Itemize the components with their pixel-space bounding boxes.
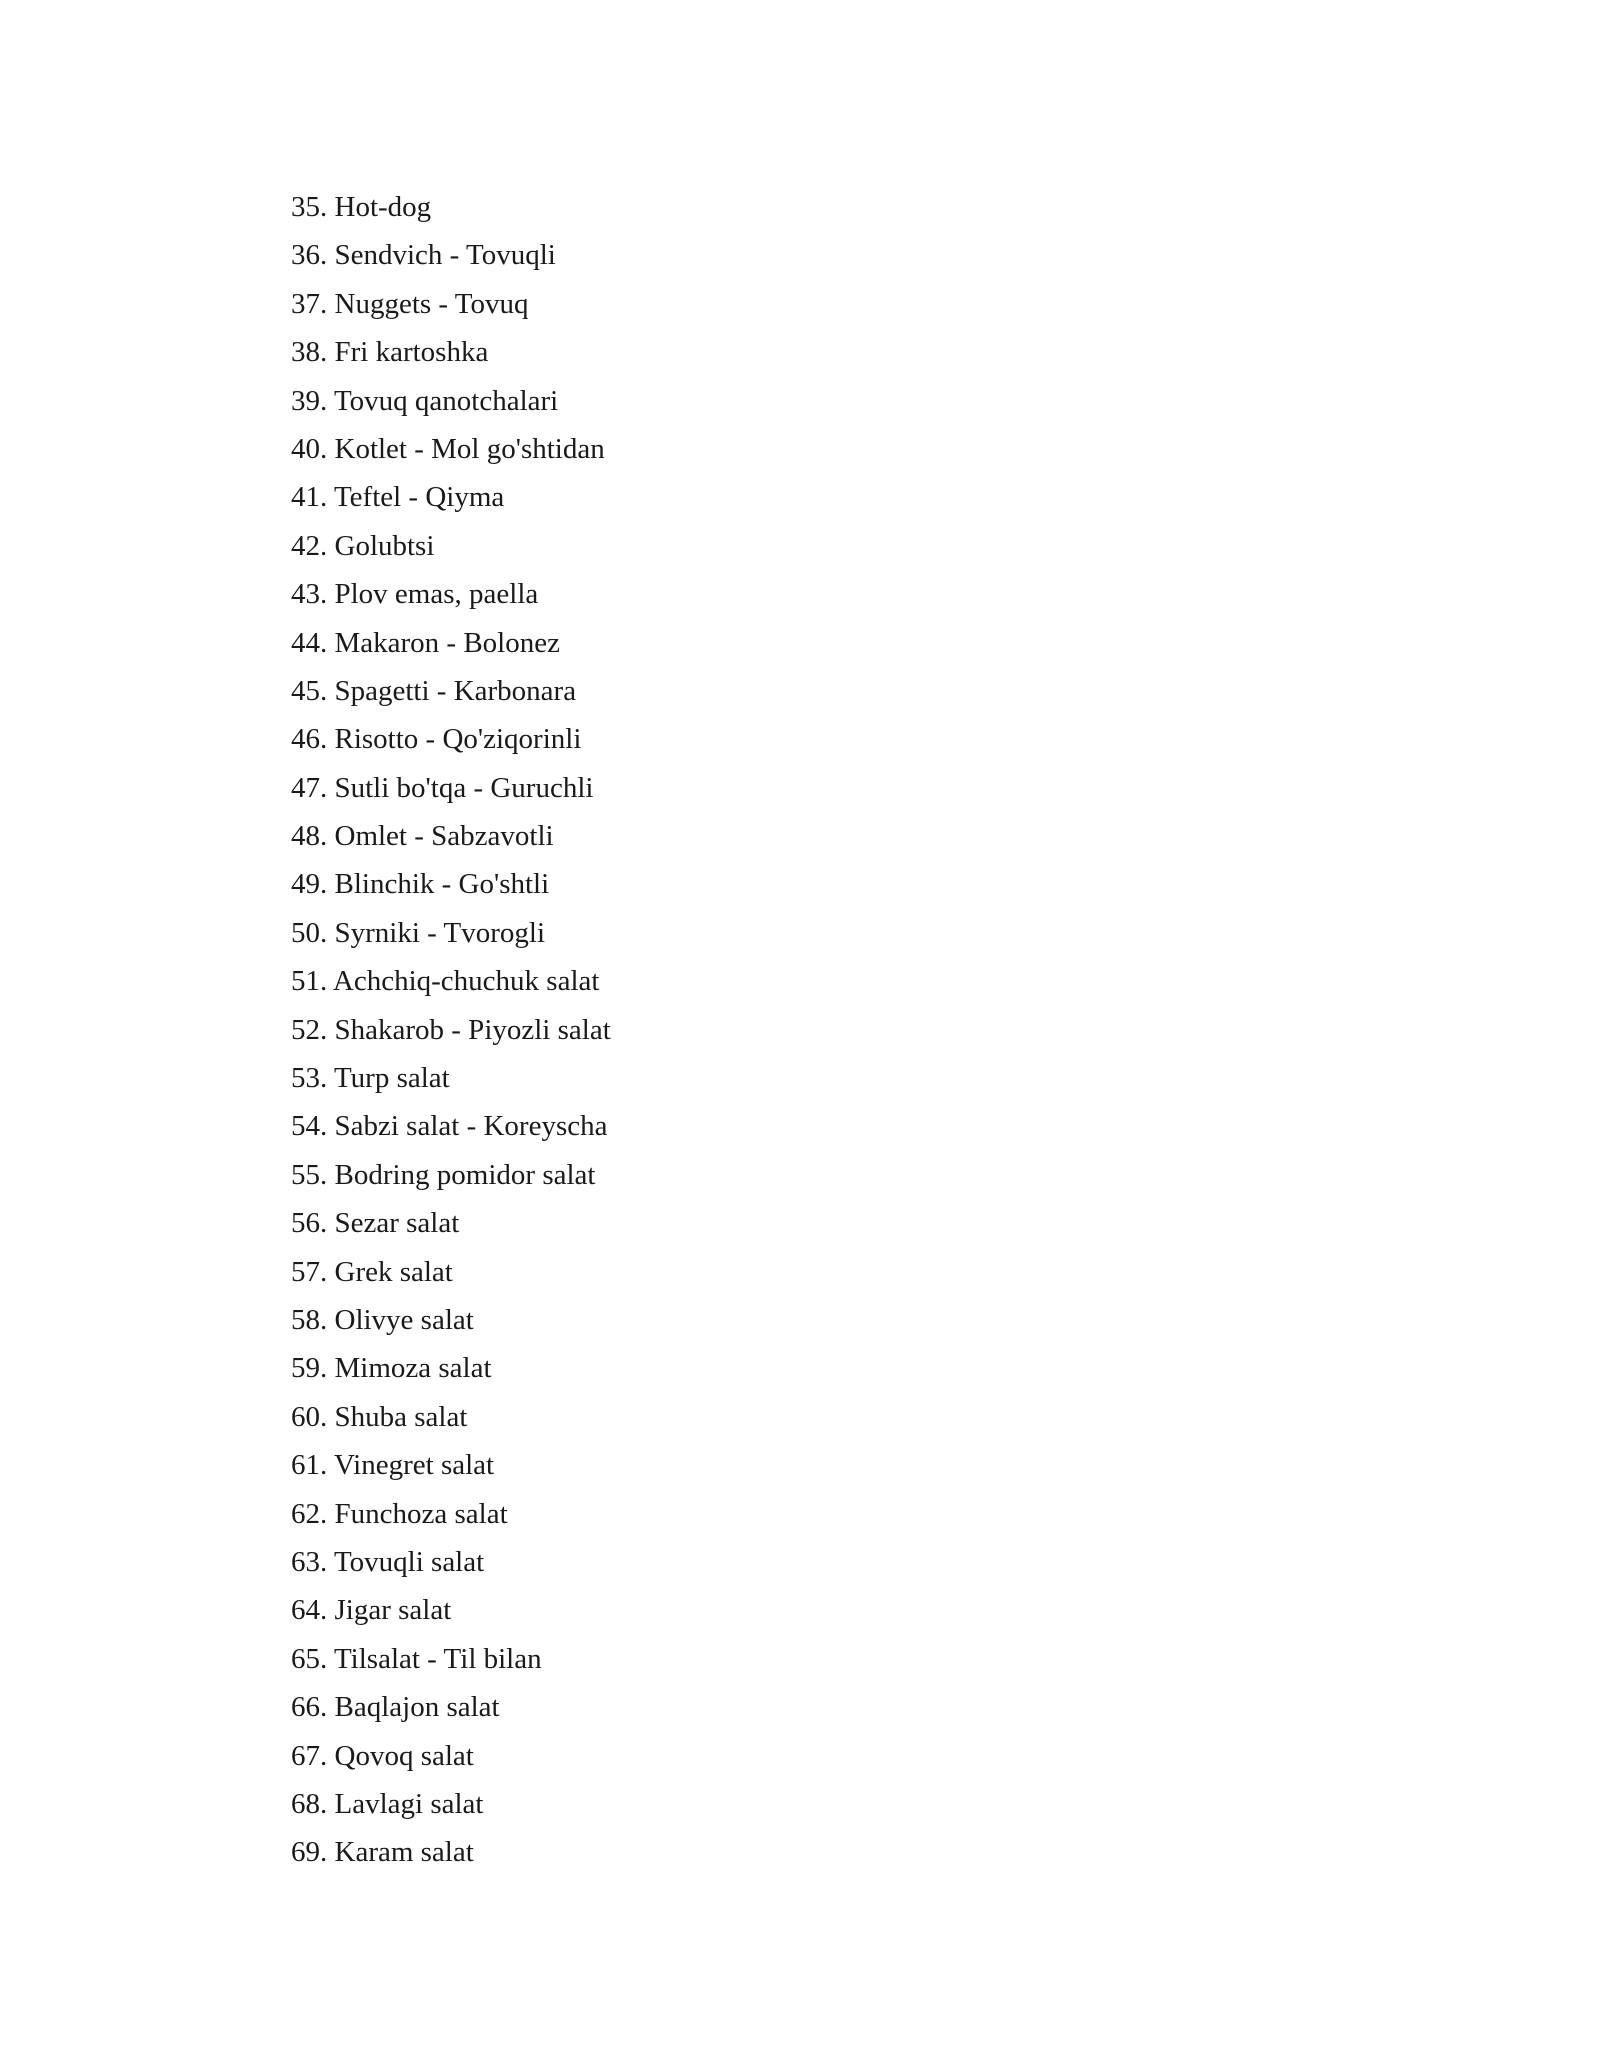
list-item: 37. Nuggets - Tovuq	[291, 287, 529, 320]
list-item: 39. Tovuq qanotchalari	[291, 384, 559, 417]
list-item: 35. Hot-dog	[291, 191, 432, 223]
list-item: 59. Mimoza salat	[291, 1352, 492, 1385]
list-item: 45. Spagetti - Karbonara	[291, 674, 577, 707]
list-item: 43. Plov emas, paella	[291, 578, 539, 611]
list-item: 50. Syrniki - Tvorogli	[291, 916, 546, 949]
list-item: 69. Karam salat	[291, 1836, 474, 1869]
list-item: 44. Makaron - Bolonez	[291, 626, 560, 659]
list-item: 55. Bodring pomidor salat	[291, 1158, 596, 1191]
list-item: 56. Sezar salat	[291, 1207, 460, 1240]
list-item: 62. Funchoza salat	[291, 1497, 508, 1530]
list-item: 65. Tilsalat - Til bilan	[291, 1642, 542, 1675]
list-item: 48. Omlet - Sabzavotli	[291, 820, 554, 853]
list-item: 41. Teftel - Qiyma	[291, 481, 505, 514]
list-item: 36. Sendvich - Tovuqli	[291, 239, 556, 272]
dish-list	[291, 183, 611, 1877]
list-item: 64. Jigar salat	[291, 1594, 452, 1627]
list-item: 67. Qovoq salat	[291, 1739, 474, 1772]
list-item: 46. Risotto - Qo'ziqorinli	[291, 723, 582, 756]
list-item: 49. Blinchik - Go'shtli	[291, 868, 550, 901]
list-item: 42. Golubtsi	[291, 529, 435, 562]
list-item: 52. Shakarob - Piyozli salat	[291, 1013, 611, 1046]
list-item: 68. Lavlagi salat	[291, 1787, 484, 1820]
list-item: 58. Olivye salat	[291, 1303, 474, 1336]
list-item: 66. Baqlajon salat	[291, 1691, 500, 1724]
list-item: 54. Sabzi salat - Koreyscha	[291, 1110, 608, 1143]
list-item: 53. Turp salat	[291, 1062, 450, 1095]
list-item: 63. Tovuqli salat	[291, 1545, 485, 1578]
list-item: 57. Grek salat	[291, 1255, 453, 1288]
list-item: 51. Achchiq-chuchuk salat	[291, 965, 600, 998]
list-item: 38. Fri kartoshka	[291, 336, 489, 369]
list-item: 60. Shuba salat	[291, 1400, 468, 1433]
list-item: 61. Vinegret salat	[291, 1449, 495, 1482]
list-item: 40. Kotlet - Mol go'shtidan	[291, 432, 605, 465]
list-item: 47. Sutli bo'tqa - Guruchli	[291, 771, 594, 804]
